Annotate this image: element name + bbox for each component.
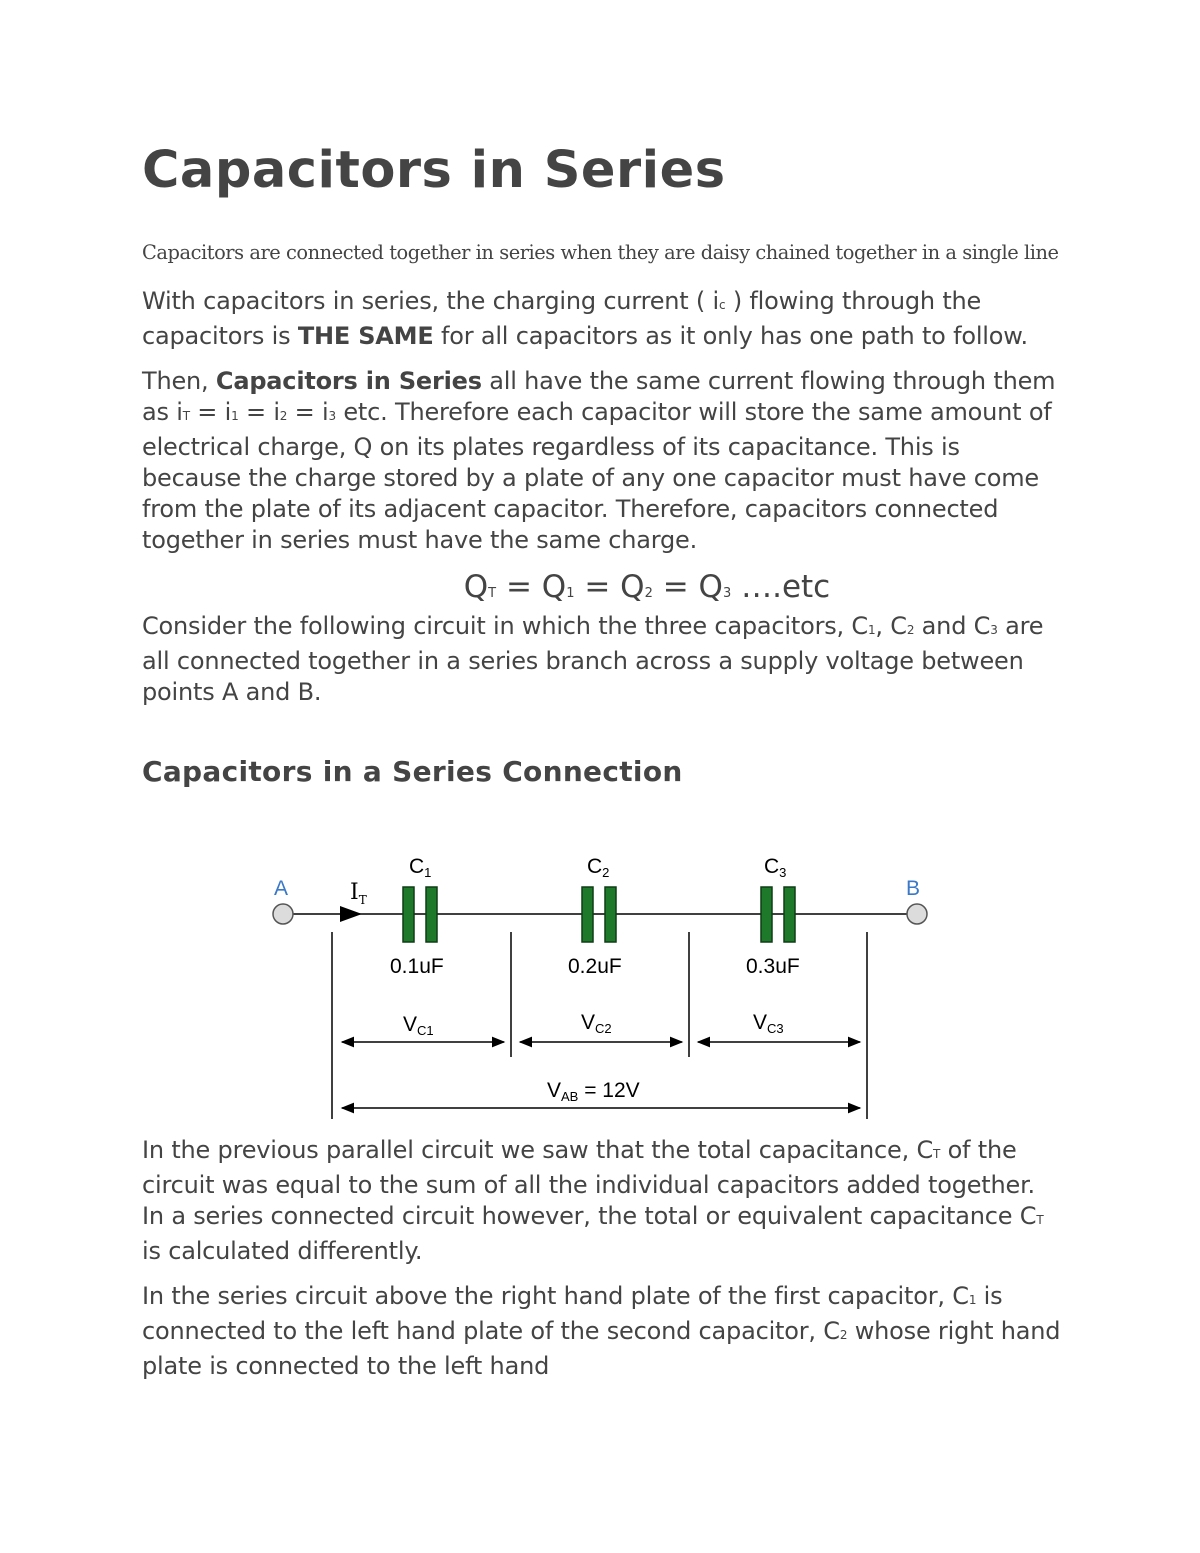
paragraph-total-capacitance: In the previous parallel circuit we saw that the total capacitance, CT of the circuit was equal to the sum of all the individual capacitors added together. In a series connected circuit however, the total or equivalent capacitance CT is calculated differently. [142, 1136, 1044, 1265]
capacitor-c3 [746, 855, 800, 978]
lower-text [142, 1135, 1062, 1382]
page-title: Capacitors in Series [142, 141, 726, 200]
paragraph-charging-current: With capacitors in series, the charging current ( ic ) flowing through the capacitors is THE SAME for all capacitors as it only has one path to follow. [142, 287, 1028, 350]
svg-text:C1: C1 [409, 855, 432, 880]
emphasis-the-same: THE SAME [297, 322, 434, 350]
charge-equation: QT = Q1 = Q2 = Q3 ….etc [463, 569, 831, 605]
emphasis-capacitors-in-series: Capacitors in Series [215, 367, 482, 395]
section-heading: Capacitors in a Series Connection [142, 755, 683, 788]
vab-label: VAB = 12V [547, 1079, 640, 1104]
terminal-b [907, 904, 927, 924]
paragraph-consider-circuit: Consider the following circuit in which the three capacitors, C1, C2 and C3 are all connected together in a series branch across a supply voltage between points A and B. [142, 612, 1044, 706]
intro-line: Capacitors are connected together in series when they are daisy chained together in a single line [142, 241, 1059, 264]
paragraph-plate-connection: In the series circuit above the right hand plate of the first capacitor, C1 is connected to the left hand plate of the second capacitor, C2 whose right hand plate is connected to the left hand [142, 1282, 1061, 1380]
current-arrow-icon [340, 906, 362, 922]
vc1-label: VC1 [403, 1013, 434, 1038]
capacitor-c2 [568, 855, 622, 978]
svg-text:0.2uF: 0.2uF [568, 955, 622, 978]
capacitor-c1 [390, 855, 444, 978]
vc3-label: VC3 [753, 1011, 784, 1036]
svg-text:0.1uF: 0.1uF [390, 955, 444, 978]
series-circuit-diagram [260, 842, 940, 1132]
svg-text:0.3uF: 0.3uF [746, 955, 800, 978]
node-label-a: A [274, 877, 289, 900]
current-label: $I_T$ [350, 880, 367, 907]
svg-text:C2: C2 [587, 855, 610, 880]
terminal-a [273, 904, 293, 924]
node-label-b: B [906, 877, 921, 900]
document-page [142, 140, 1062, 790]
paragraph-same-charge: Then, Capacitors in Series all have the same current flowing through them as iT = i1 = i2 = i3 etc. Therefore each capacitor will store the same amount of electrical charge, Q on its plates regardless of its capacitance. This is because the charge stored by a plate of any one capacitor must have come from the plate of its adjacent capacitor. Therefore, capacitors connected together in series must have the same charge. [142, 367, 1056, 554]
vc2-label: VC2 [581, 1011, 612, 1036]
svg-text:C3: C3 [764, 855, 787, 880]
